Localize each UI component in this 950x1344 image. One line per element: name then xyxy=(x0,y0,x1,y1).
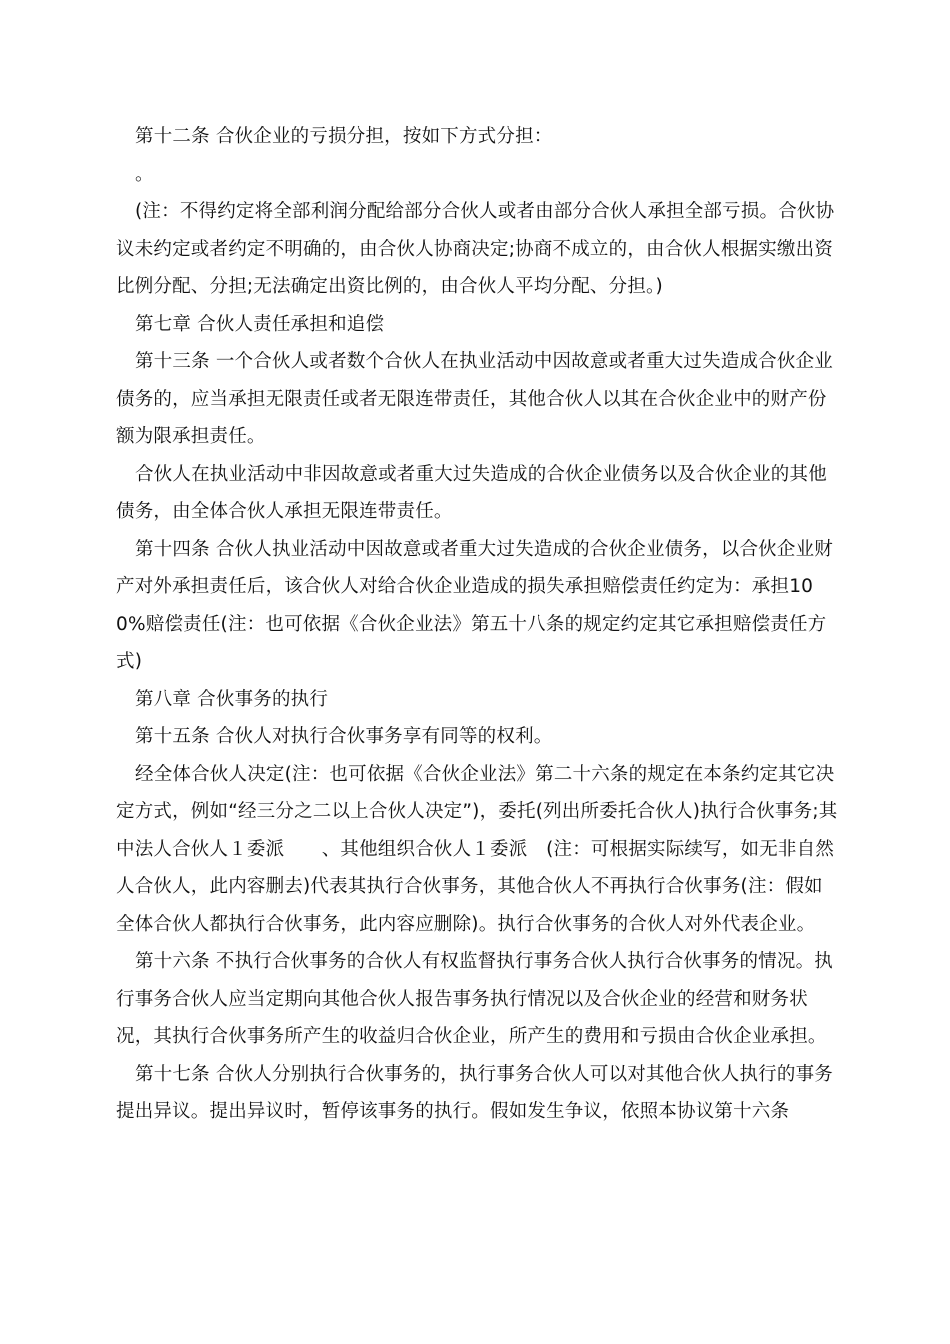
article-12-heading: 第十二条 合伙企业的亏损分担，按如下方式分担： xyxy=(135,126,553,147)
article-14: 第十四条 合伙人执业活动中因故意或者重大过失造成的合伙企业债务，以合伙企业财产对外承担责任后，该合伙人对给合伙企业造成的损失承担赔偿责任约定为：承担100%赔偿责任(注：也可依据《合伙企业法》第五十八条的规定约定其它承担赔偿责任方式) xyxy=(116,538,833,672)
article-15: 第十五条 合伙人对执行合伙事务享有同等的权利。 xyxy=(135,726,553,747)
article-15-paragraph-2: 经全体合伙人决定(注：也可依据《合伙企业法》第二十六条的规定在本条约定其它决定方式，例如“经三分之二以上合伙人决定”)，委托(列出所委托合伙人)执行合伙事务;其中法人合伙人１委派 、其他组织合伙人１委派 (注：可根据实际续写，如无非自然人合伙人，此内容删去)代表其执行合伙事务，其他合伙人不再执行合伙事务(注：假如全体合伙人都执行合伙事务，此内容应删除)。执行合伙事务的合伙人对外代表企业。 xyxy=(116,763,838,935)
article-13: 第十三条 一个合伙人或者数个合伙人在执业活动中因故意或者重大过失造成合伙企业债务的，应当承担无限责任或者无限连带责任，其他合伙人以其在合伙企业中的财产份额为限承担责任。 xyxy=(116,351,833,447)
article-16: 第十六条 不执行合伙事务的合伙人有权监督执行事务合伙人执行合伙事务的情况。执行事务合伙人应当定期向其他合伙人报告事务执行情况以及合伙企业的经营和财务状况，其执行合伙事务所产生的收益归合伙企业，所产生的费用和亏损由合伙企业承担。 xyxy=(116,951,833,1047)
article-13-paragraph-2: 合伙人在执业活动中非因故意或者重大过失造成的合伙企业债务以及合伙企业的其他债务，由全体合伙人承担无限连带责任。 xyxy=(116,463,827,522)
chapter-7-title: 第七章 合伙人责任承担和追偿 xyxy=(135,313,385,335)
chapter-8-title: 第八章 合伙事务的执行 xyxy=(135,688,329,710)
article-17: 第十七条 合伙人分别执行合伙事务的，执行事务合伙人可以对其他合伙人执行的事务提出异议。提出异议时，暂停该事务的执行。假如发生争议，依照本协议第十六条 xyxy=(116,1063,833,1122)
document-body xyxy=(116,118,840,1131)
article-12-blank-line: 。 xyxy=(135,163,154,185)
article-12-note: (注：不得约定将全部利润分配给部分合伙人或者由部分合伙人承担全部亏损。合伙协议未约定或者约定不明确的，由合伙人协商决定;协商不成立的，由合伙人根据实缴出资比例分配、分担;无法确定出资比例的，由合伙人平均分配、分担。) xyxy=(116,201,835,297)
